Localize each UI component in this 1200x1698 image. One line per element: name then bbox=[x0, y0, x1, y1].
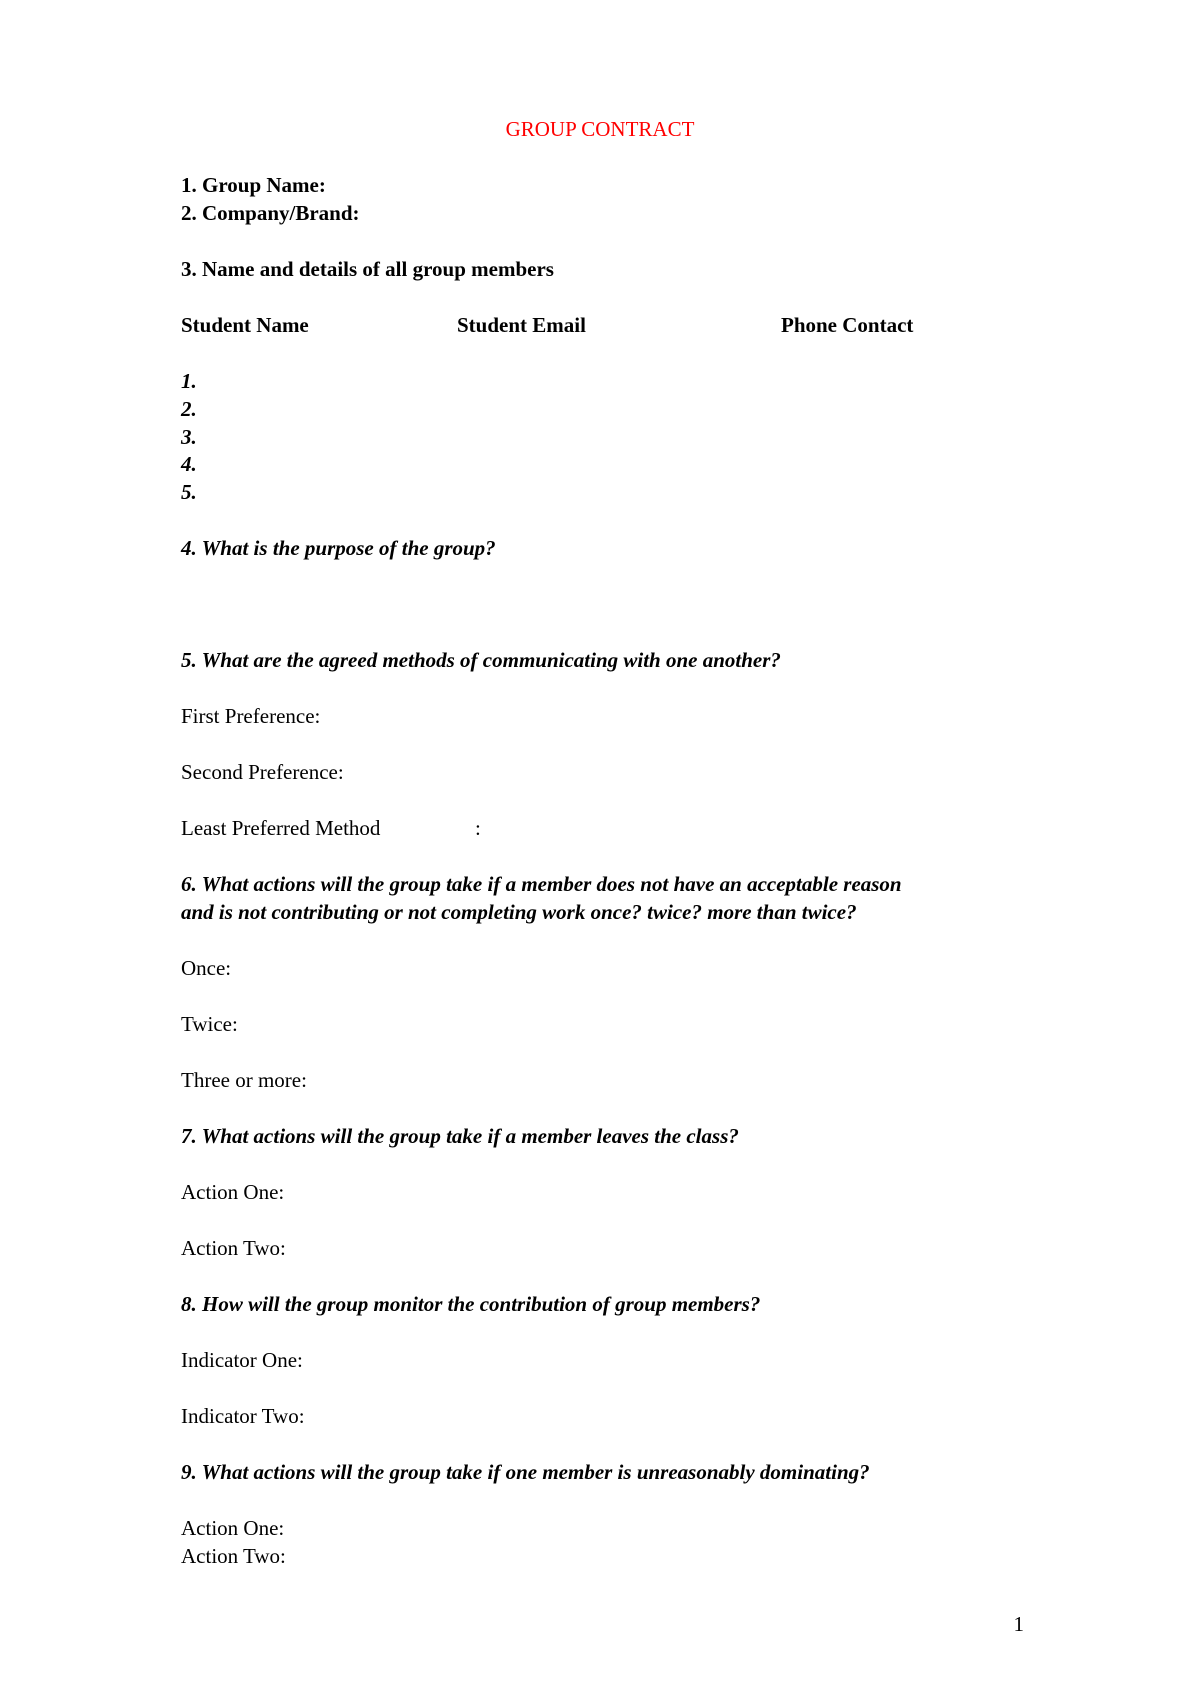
member-number-2: 2. bbox=[181, 397, 197, 421]
question-7: 7. What actions will the group take if a member leaves the class? bbox=[181, 1124, 739, 1148]
least-preferred-colon: : bbox=[475, 816, 481, 840]
second-preference-label: Second Preference: bbox=[181, 760, 344, 784]
header-phone-contact: Phone Contact bbox=[781, 313, 914, 337]
question-5: 5. What are the agreed methods of communicating with one another? bbox=[181, 648, 781, 672]
question-9: 9. What actions will the group take if one member is unreasonably dominating? bbox=[181, 1460, 870, 1484]
question-4: 4. What is the purpose of the group? bbox=[181, 536, 496, 560]
twice-label: Twice: bbox=[181, 1012, 238, 1036]
member-number-5: 5. bbox=[181, 480, 197, 504]
indicator-one-label: Indicator One: bbox=[181, 1348, 303, 1372]
members-heading: 3. Name and details of all group members bbox=[181, 257, 554, 281]
page-number: 1 bbox=[1013, 1612, 1024, 1636]
header-student-email: Student Email bbox=[457, 313, 586, 337]
indicator-two-label: Indicator Two: bbox=[181, 1404, 305, 1428]
q7-action-two-label: Action Two: bbox=[181, 1236, 286, 1260]
q9-action-one-label: Action One: bbox=[181, 1516, 285, 1540]
three-or-more-label: Three or more: bbox=[181, 1068, 307, 1092]
header-student-name: Student Name bbox=[181, 313, 309, 337]
member-number-1: 1. bbox=[181, 369, 197, 393]
question-6-line-2: and is not contributing or not completing work once? twice? more than twice? bbox=[181, 900, 857, 924]
company-brand-label: 2. Company/Brand: bbox=[181, 201, 360, 225]
least-preferred-label: Least Preferred Method bbox=[181, 816, 381, 840]
question-6-line-1: 6. What actions will the group take if a member does not have an acceptable reason bbox=[181, 872, 902, 896]
group-name-label: 1. Group Name: bbox=[181, 173, 326, 197]
q7-action-one-label: Action One: bbox=[181, 1180, 285, 1204]
first-preference-label: First Preference: bbox=[181, 704, 321, 728]
document-title: GROUP CONTRACT bbox=[505, 117, 695, 141]
member-number-4: 4. bbox=[181, 452, 197, 476]
member-number-3: 3. bbox=[181, 425, 197, 449]
question-8: 8. How will the group monitor the contribution of group members? bbox=[181, 1292, 761, 1316]
once-label: Once: bbox=[181, 956, 232, 980]
q9-action-two-label: Action Two: bbox=[181, 1544, 286, 1568]
